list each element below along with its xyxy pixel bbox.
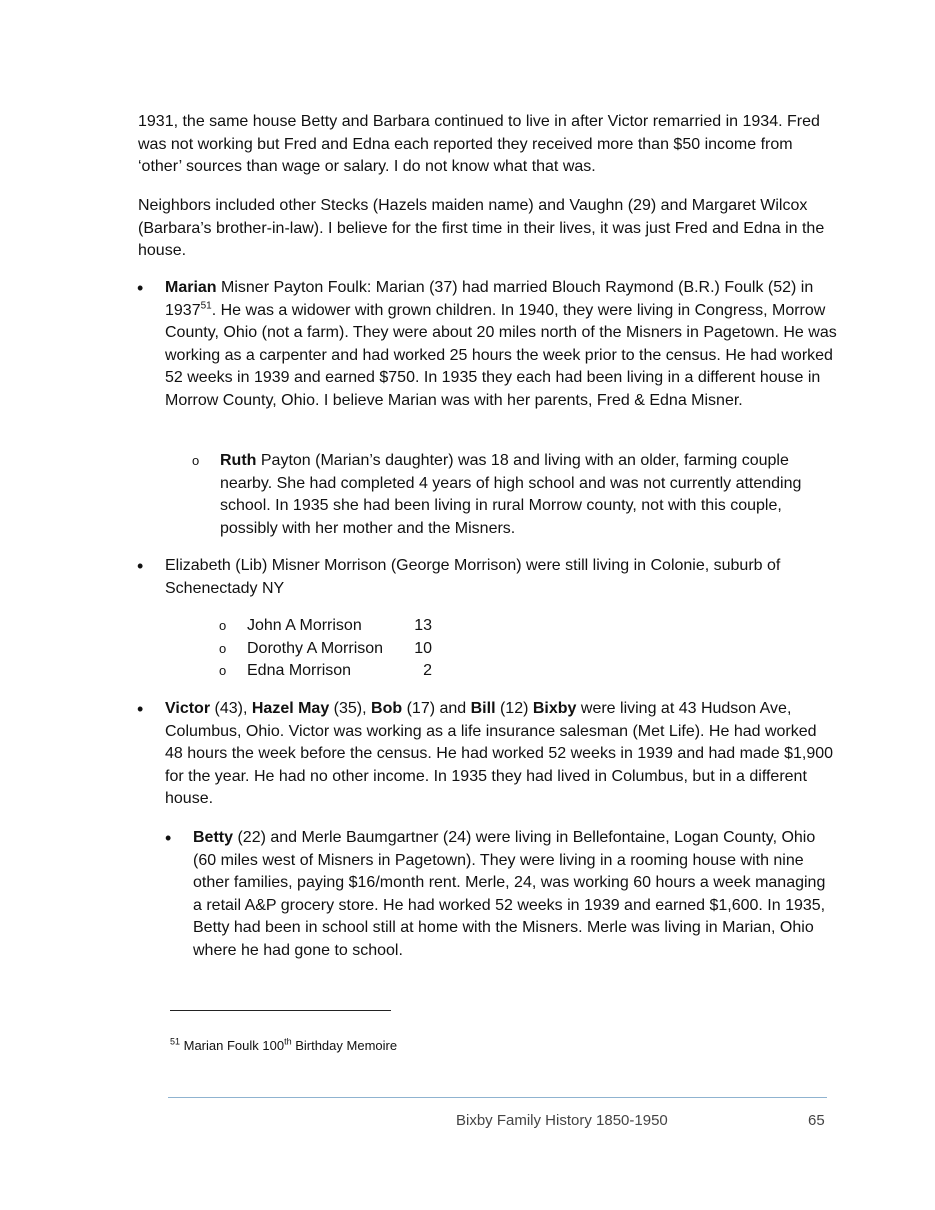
victor-text: (12) [495,700,533,717]
child-name: Edna Morrison [247,662,352,679]
subbullet-ruth [192,450,830,540]
bullet-victor [137,698,837,811]
bullet-betty [165,827,833,962]
name-bob: Bob [371,700,403,717]
victor-text: (17) and [402,700,471,717]
name-bixby: Bixby [532,700,577,717]
circle-marker: o [192,453,200,468]
victor-text: were living at 43 Hudson Ave, Columbus, Ohio. Victor was working as a life insurance salesman (Met Life). He had worked 48 hours the week before the census. He had worked 52 weeks in 1939 and had made $1,900 for the year. He had no other income. In 1935 they had lived in Columbus, but in a different house. [165,700,834,807]
marian-text-rest: . He was a widower with grown children. In 1940, they were living in Congress, Morrow County, Ohio (not a farm). They were about 20 miles north of the Misners in Pagetown. He was working as a carpenter and had worked 25 hours the week prior to the census. He had worked 52 weeks in 1939 and earned $750. In 1935 they each had been living in a different house in Morrow County, Ohio. I believe Marian was with her parents, Fred & Edna Misner. [165,301,837,409]
victor-text: (35), [329,700,372,717]
paragraph-fred-edna-income: 1931, the same house Betty and Barbara continued to live in after Victor remarried in 1934. Fred was not working but Fred and Edna each reported they received more than $50 income from ‘other’ sources than wage or salary. I do not know what that was. [138,113,820,175]
bullet-marker: • [137,278,144,298]
elizabeth-text: Elizabeth (Lib) Misner Morrison (George Morrison) were still living in Colonie, suburb of Schenectady NY [165,557,781,597]
child-age: 10 [414,640,432,657]
bullet-marker: • [165,828,172,848]
paragraph-neighbors: Neighbors included other Stecks (Hazels maiden name) and Vaughn (29) and Margaret Wilcox (Barbara’s brother-in-law). I believe for the first time in their lives, it was just Fred and Edna in the house. [138,197,825,259]
child-row [219,660,432,683]
ruth-text: Payton (Marian’s daughter) was 18 and living with an older, farming couple nearby. She had completed 4 years of high school and was not currently attending school. In 1935 she had been living in rural Morrow county, not with this couple, possibly with her mother and the Misners. [220,452,802,537]
child-age: 2 [423,662,432,679]
victor-text: (43), [210,700,252,717]
footnote-text: Marian Foulk 100 [180,1038,285,1053]
footer-divider [168,1097,827,1098]
marian-text-start: Misner Payton Foulk: Marian (37) had married Blouch Raymond (B.R.) Foulk (52) in 1937 [165,279,814,319]
betty-text: (22) and Merle Baumgartner (24) were living in Bellefontaine, Logan County, Ohio (60 miles west of Misners in Pagetown). They were living in a rooming house with nine other families, paying $16/month rent. Merle, 24, was working 60 hours a week managing a retail A&P grocery store. He had worked 52 weeks in 1939 and earned $1,600. In 1935, Betty had been in school still at home with the Misners. Merle was living in Marian, Ohio where he had gone to school. [193,829,826,959]
bullet-marian [137,277,837,412]
name-bill: Bill [470,700,496,717]
footer-title: Bixby Family History 1850-1950 [456,1112,668,1129]
footnote-number: 51 [170,1036,181,1047]
footnote-ordinal: th [284,1036,292,1047]
bullet-marker: • [137,556,144,576]
name-victor: Victor [165,700,211,717]
child-row [219,638,432,661]
footnote [170,1037,397,1055]
circle-marker: o [219,641,227,656]
name-hazel-may: Hazel May [251,700,330,717]
page-number: 65 [808,1112,825,1129]
circle-marker: o [219,618,227,633]
child-age: 13 [414,617,432,634]
footnote-reference: 51 [200,300,212,312]
name-betty: Betty [193,829,234,846]
child-row [219,615,432,638]
footnote-divider [170,1010,391,1011]
child-name: Dorothy A Morrison [247,640,384,657]
bullet-elizabeth [137,555,837,600]
name-ruth: Ruth [220,452,257,469]
child-name: John A Morrison [247,617,362,634]
name-marian: Marian [165,279,217,296]
footnote-text-end: Birthday Memoire [291,1038,398,1053]
bullet-marker: • [137,699,144,719]
circle-marker: o [219,663,227,678]
